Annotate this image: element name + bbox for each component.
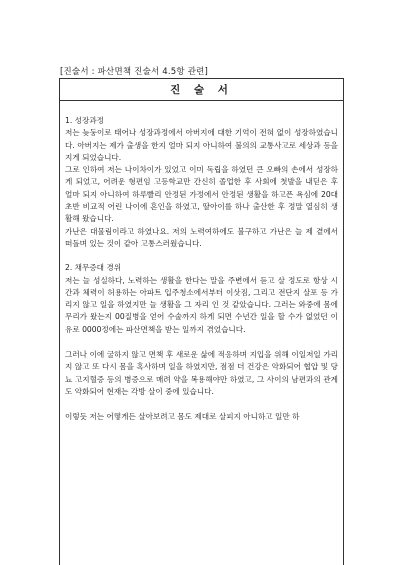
paragraph: 그러나 이에 굴하지 않고 면책 후 새로운 삶에 적응하며 지입을 위해 이일저일 가리지 않고 또 다시 몸을 혹사하며 일을 하였지만, 점점 더 건강은 악화되어 협압 및 당뇨 고지혈증 등의 병증으로 매려 약을 복용해야만 하였고, 그 사이의 남편과의 관계도 악화되어 현재는 각방 살이 중에 있습니다. (65, 350, 338, 396)
statement-body (65, 115, 338, 424)
paragraph: 가난은 대물림이라고 하였나요. 저의 노력여하에도 불구하고 가난은 늘 제 곁에서 떠돌며 있는 것이 같아 고통스러웠습니다. (65, 226, 338, 248)
title-row (60, 79, 343, 101)
document-caption: [진술서 : 파산면책 진술서 4.5항 관련] (60, 67, 209, 77)
paragraph: 저는 늦둥이로 태어나 성장과정에서 아버지에 대한 기억이 전혀 없이 성장하였습니다. 아버지는 제가 출생을 한지 얼마 되지 아니하여 불의의 교통사고로 세상과 등을 지게 되었습니다. (65, 128, 338, 162)
paragraph: 저는 늘 성실하다, 노력하는 생활을 한다는 말을 주변에서 듣고 살 정도로 항상 시간과 체력이 허용하는 아파트 입주청소에서부터 이삿짐, 그리고 전단지 살포 등 가리지 않고 일을 하였지만 늘 생활을 그 자리 인 것 같았습니다. 그러는 와중에 몸에 무리가 왔는지 00질병을 얻어 수술까지 하게 되면 수년간 일을 할 수가 없었던 이유로 0000정에는 파산면책을 받는 일까지 겪었습니다. (65, 275, 338, 334)
paragraph-spacer (65, 398, 338, 411)
section-heading-growth: 1. 성장과정 (65, 116, 105, 125)
paragraph: 이렇듯 저는 어떻게든 살아보려고 몸도 제대로 살피지 아니하고 일만 하 (65, 412, 300, 422)
document-title: 진 술 서 (170, 84, 233, 96)
statement-frame (59, 78, 344, 565)
paragraph-spacer (65, 336, 338, 349)
paragraph: 그로 인하여 저는 나이차이가 있었고 이미 독립을 하였던 큰 오빠의 손에서 성장하게 되었고, 어려운 형편임 고등학교만 간신히 졸업한 후 사회에 첫발을 내딛은 후 얼마 되지 아니하여 하루빨리 안정된 가정에서 안정된 생활을 하고픈 욕심에 20대 초반 비교적 어린 나이에 혼인을 하였고, 딸아이를 하나 출산한 후 정말 열심히 생활해 왔습니다. (65, 165, 338, 224)
section-spacer (65, 250, 338, 262)
section-heading-debt: 2. 채무증대 경위 (65, 263, 122, 273)
